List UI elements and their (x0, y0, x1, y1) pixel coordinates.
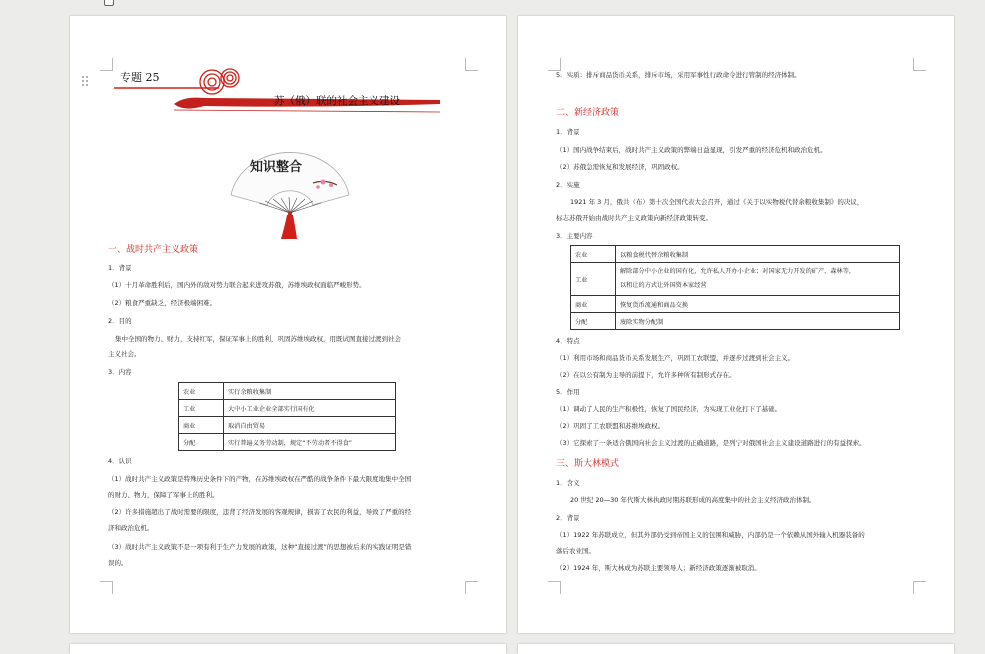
paragraph: （3）战时共产主义政策不是一项有利于生产力发展的政策，这种“直接过渡”的思想被后来的实践证明是错 (108, 543, 412, 551)
crop-mark (100, 581, 113, 594)
checkbox[interactable] (104, 0, 114, 6)
top-strip (0, 0, 985, 8)
paragraph: （1）国内战争结束后，战时共产主义政策的弊端日益显现，引发严重的经济危机和政治危机。 (556, 146, 827, 154)
table-row (571, 296, 900, 313)
table-row (179, 434, 396, 451)
table-cell: 废除实物分配制 (616, 313, 900, 330)
table-row (179, 400, 396, 417)
header-ornament (114, 66, 444, 118)
section-heading: 二、新经济政策 (556, 108, 620, 118)
table-cell: 实行普遍义务劳动制，规定“不劳动者不得食” (224, 434, 396, 451)
paragraph: 3．内容 (108, 368, 132, 376)
table-cell: 农业 (571, 246, 616, 263)
crop-mark (100, 58, 113, 71)
crop-mark (913, 581, 926, 594)
paragraph: 主义社会。 (108, 350, 141, 358)
paragraph: （2）许多措施超出了战时需要的限度，违背了经济发展的客观规律，损害了农民的利益，导致了严重的经 (108, 508, 412, 516)
paragraph: （2）在以公有制为主导的前提下，允许多种所有制形式存在。 (556, 371, 736, 379)
paragraph: （1）十月革命胜利后，国内外的敌对势力联合起来进攻苏俄，苏维埃政权面临严峻形势。 (108, 281, 366, 289)
table-row (179, 383, 396, 400)
table-cell: 分配 (179, 434, 224, 451)
paragraph: 误的。 (108, 559, 128, 567)
section-heading: 一、战时共产主义政策 (108, 245, 199, 255)
paragraph: 的财力、物力，保障了军事上的胜利。 (108, 491, 219, 499)
paragraph: 2．实施 (556, 181, 580, 189)
paragraph: 济和政治危机。 (108, 524, 154, 532)
document-page-1 (70, 16, 506, 633)
paragraph: 1．背景 (108, 264, 132, 272)
paragraph: （2）苏俄急需恢复和发展经济，巩固政权。 (556, 163, 684, 171)
crop-mark (548, 58, 561, 71)
paragraph: 标志苏俄开始由战时共产主义政策向新经济政策转变。 (556, 214, 712, 222)
paragraph: 4．特点 (556, 337, 580, 345)
table-cell: 取消自由贸易 (224, 417, 396, 434)
next-page-1 (70, 644, 506, 654)
paragraph: 4．认识 (108, 457, 132, 465)
document-page-2 (518, 16, 954, 633)
table-cell: 农业 (179, 383, 224, 400)
paragraph: 5．作用 (556, 388, 580, 396)
table-cell: 工业 (571, 263, 616, 296)
paragraph: 2．背景 (556, 514, 580, 522)
table-row (179, 417, 396, 434)
table-row (571, 313, 900, 330)
paragraph: （3）它探索了一条适合俄国向社会主义过渡的正确道路，是列宁对俄国社会主义建设道路进行的有益探索。 (556, 439, 866, 447)
table-cell: 商业 (179, 417, 224, 434)
table-cell (616, 263, 900, 296)
table-cell: 实行余粮收集制 (224, 383, 396, 400)
section-heading: 三、斯大林模式 (556, 459, 620, 469)
table-cell: 恢复货币流通和商品交换 (616, 296, 900, 313)
fan-illustration (225, 143, 355, 241)
table-cell: 大中小工业企业全部实行国有化 (224, 400, 396, 417)
crop-mark (465, 581, 478, 594)
paragraph: 5．实质：排斥商品货币关系，排斥市场，采用军事性行政命令进行管制的经济体制。 (556, 71, 801, 79)
table-cell: 商业 (571, 296, 616, 313)
crop-mark (465, 58, 478, 71)
table-row (571, 246, 900, 263)
table-cell: 工业 (179, 400, 224, 417)
table-cell: 分配 (571, 313, 616, 330)
paragraph: 1921 年 3 月，俄共（布）第十次全国代表大会召开，通过《关于以实物税代替余粮收集制》的决议， (570, 198, 864, 206)
paragraph: （1）调动了人民的生产积极性，恢复了国民经济，为实现工业化打下了基础。 (556, 405, 782, 413)
topic-label: 专题 25 (120, 71, 160, 84)
policy-table (570, 245, 900, 330)
paragraph: （1）利用市场和商品货币关系发展生产，巩固工农联盟，并逐步过渡到社会主义。 (556, 354, 795, 362)
paragraph: 集中全国的物力、财力，支持红军，保证军事上的胜利，巩固苏维埃政权，用既试图直接过渡到社会 (115, 335, 401, 343)
drag-handle-icon[interactable] (81, 72, 89, 84)
banner-text: 知识整合 (250, 160, 303, 175)
paragraph: 1．背景 (556, 128, 580, 136)
crop-mark (913, 58, 926, 71)
paragraph: 3．主要内容 (556, 232, 593, 240)
paragraph: 20 世纪 20—30 年代斯大林执政时期苏联形成的高度集中的社会主义经济政治体制。 (570, 496, 816, 504)
page-title: 苏（俄）联的社会主义建设 (274, 95, 400, 107)
crop-mark (548, 581, 561, 594)
paragraph: 2．目的 (108, 317, 132, 325)
table-cell: 以粮食税代替余粮收集制 (616, 246, 900, 263)
paragraph: 1．含义 (556, 479, 580, 487)
paragraph: （2）粮食严重缺乏，经济极端困难。 (108, 299, 217, 307)
paragraph: 落后农业国。 (556, 547, 595, 555)
paragraph: （2）巩固了工农联盟和苏维埃政权。 (556, 422, 665, 430)
table-row (571, 263, 900, 296)
paragraph: （2）1924 年，斯大林成为苏联主要领导人；新经济政策逐渐被取消。 (556, 564, 761, 572)
policy-table (178, 382, 396, 451)
paragraph: （1）1922 年苏联成立，但其外部仍受到帝国主义的包围和威胁，内部仍是一个依赖从国外输入机器装备的 (556, 531, 865, 539)
next-page-2 (518, 644, 954, 654)
table-cell-line: 以租让的方式让外国资本家经营 (620, 282, 707, 289)
paragraph: （1）战时共产主义政策是特殊历史条件下的产物，在苏维埃政权在严酷的战争条件下最大限度地集中全国 (108, 475, 412, 483)
table-cell-line: 解除部分中小企业的国有化，允许私人开办小企业；对国家无力开发的矿产、森林等， (620, 268, 856, 275)
